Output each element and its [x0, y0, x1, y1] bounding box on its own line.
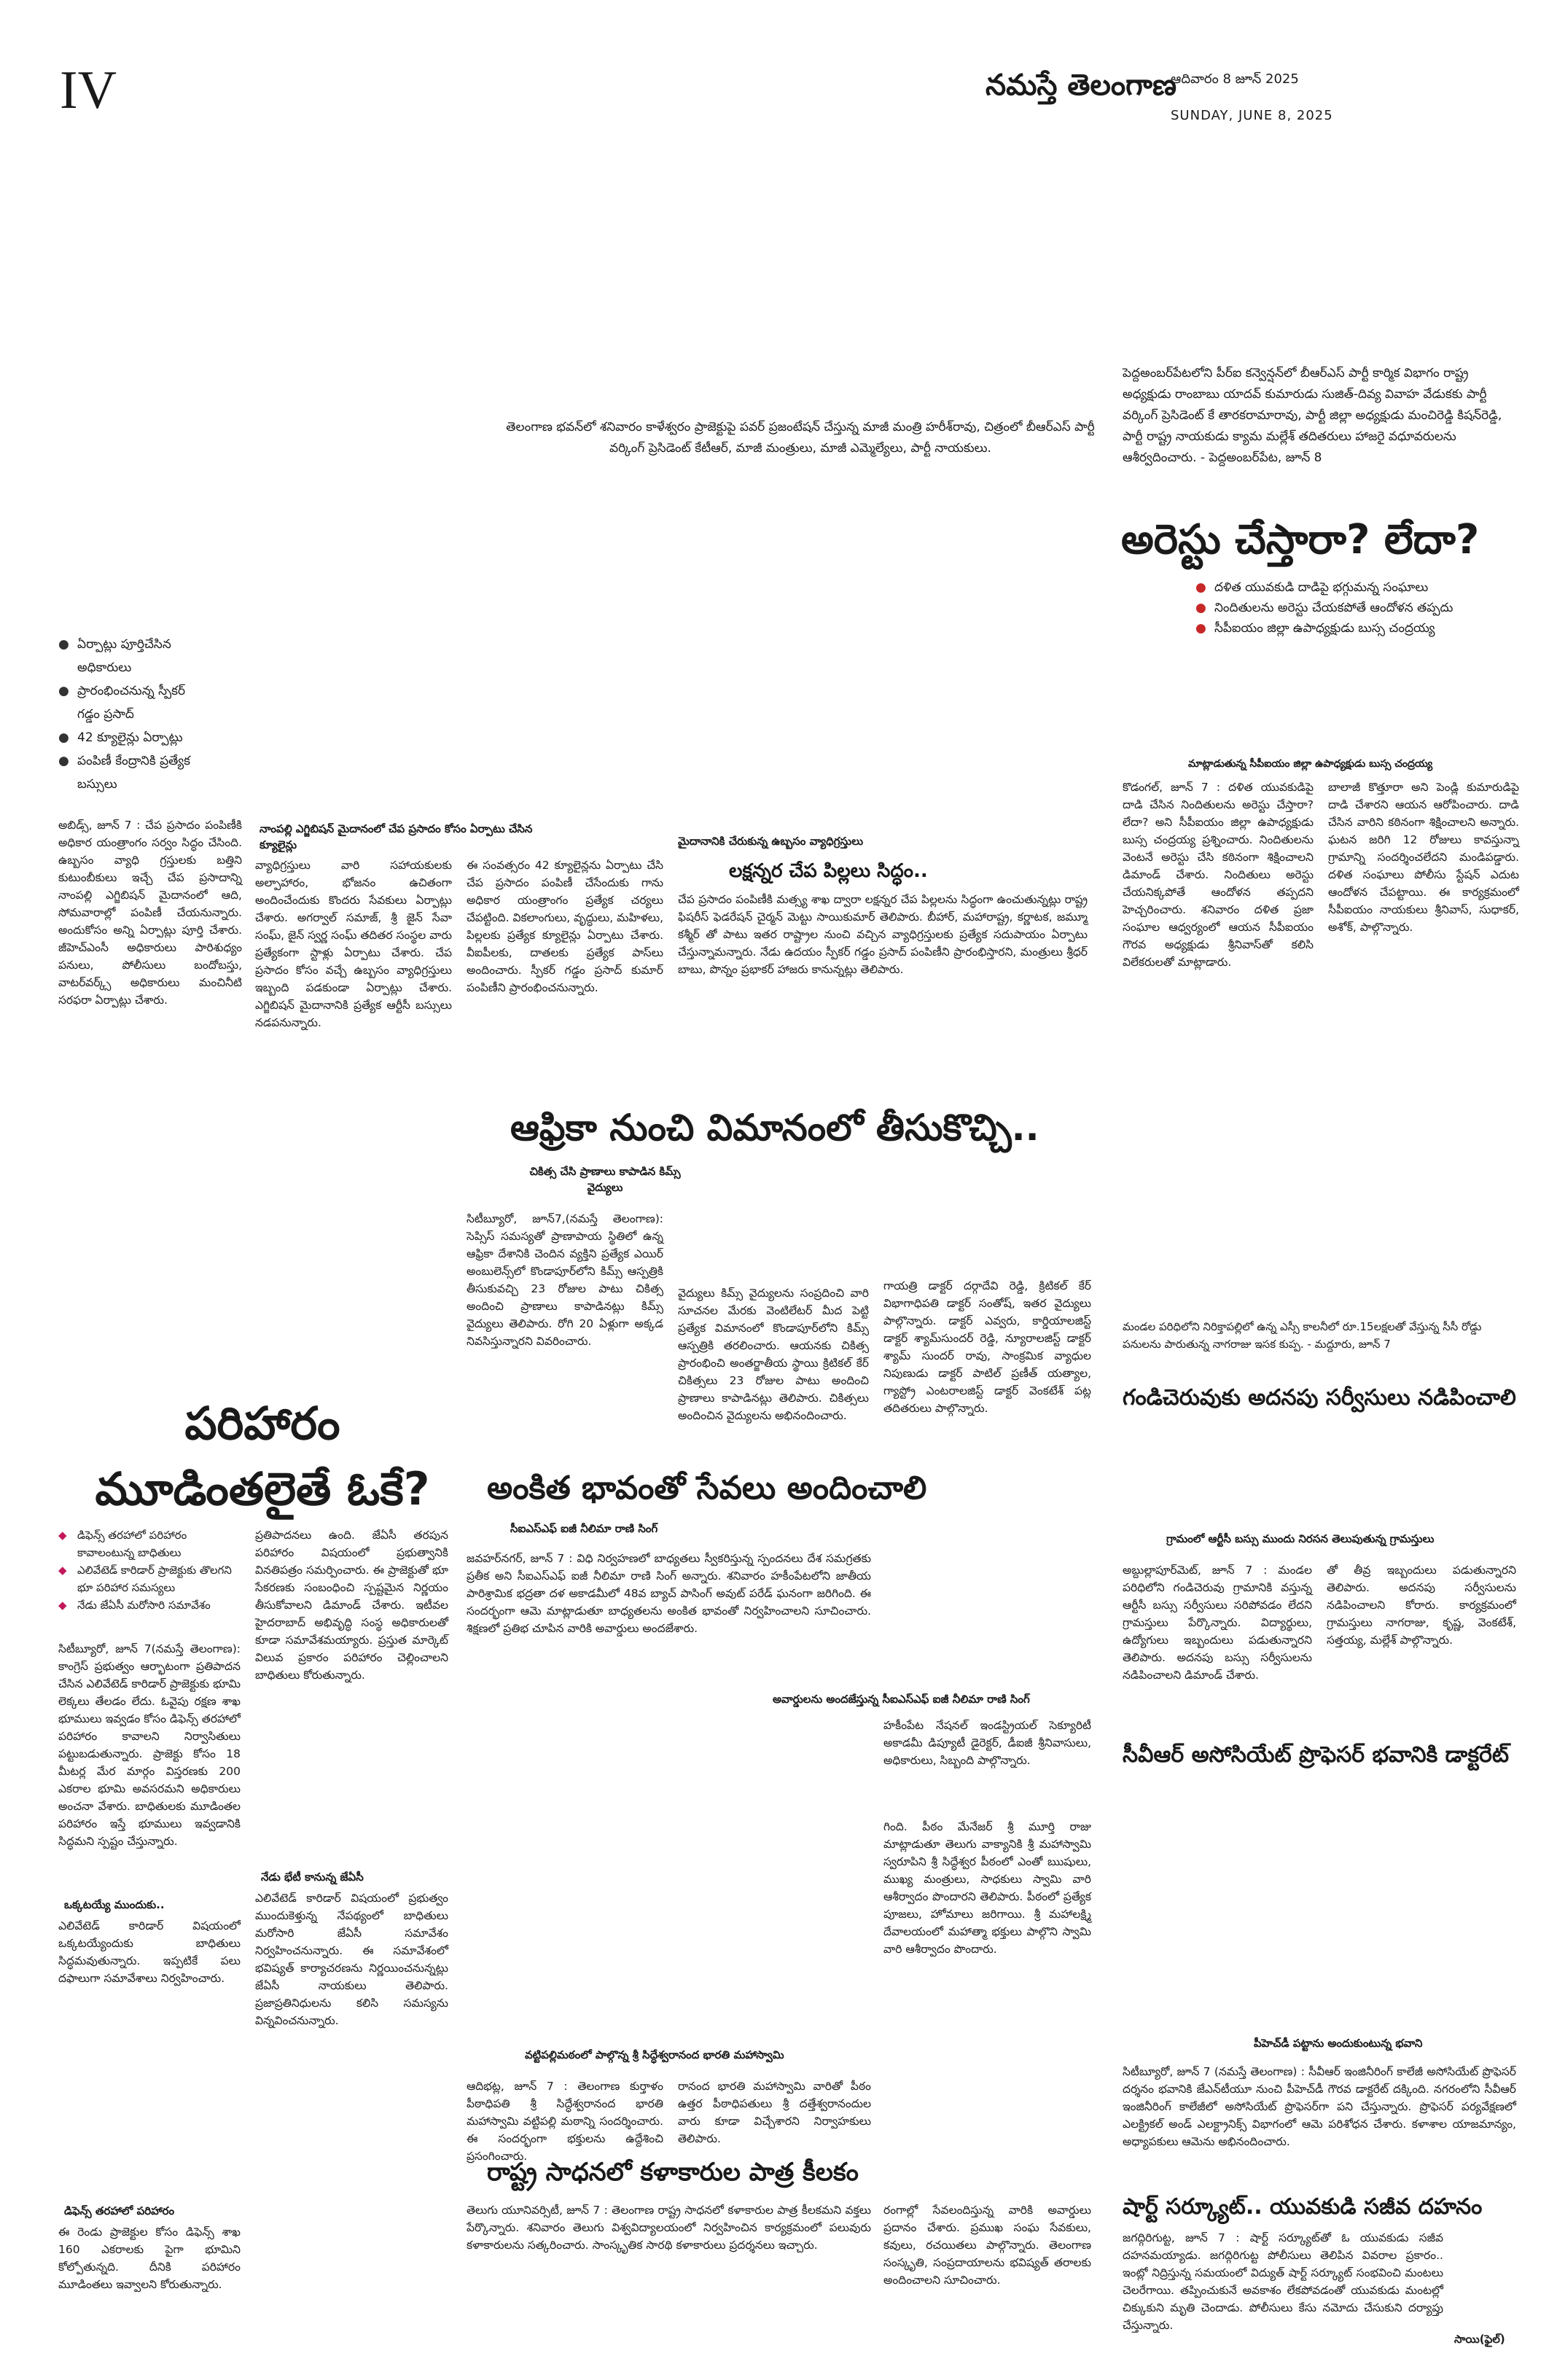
short-circuit-body: జగద్గిరిగుట్ట, జూన్ 7 : షార్ట్ సర్క్యూట్‌తో ఓ యువకుడు సజీవ దహనమయ్యాడు. జగద్గిరిగుట్ట పోలీసులు తెలిపిన వివరాల ప్రకారం.. ఇంట్లో నిద్రిస్తున్న సమయంలో విద్యుత్ షార్ట్ సర్క్యూట్ సంభవించి మంటలు చెలరేగాయి. తప్పించుకునే అవకాశం లేకపోవడంతో యువకుడు మంటల్లో చిక్కుకుని మృతి చెందాడు. పోలీసులు కేసు నమోదు చేసుకుని దర్యాప్తు చేస్తున్నారు. [1123, 2231, 1443, 2332]
fish-bullets [58, 633, 197, 796]
remedy-body-2: ఎలివేటెడ్ కారిడార్ విషయంలో ఒక్కటయ్యేందుకు బాధితులు సిద్ధమవుతున్నారు. ఇప్పటికే పలు దఫాలుగా సమావేశాలు నిర్వహించారు. [58, 1919, 241, 1985]
fish-kicker: నాంపల్లి ఎగ్జిబిషన్ మైదానంలో చేప ప్రసాదం కోసం ఏర్పాటు చేసిన క్యూలైన్లు [260, 822, 533, 851]
ankitha-headline: అంకిత భావంతో సేవలు అందించాలి [487, 1470, 927, 1507]
remedy-bullet: ◆ నేడు జేఏసీ మరోసారి సమావేశం [58, 1596, 241, 1614]
arrest-headline: అరెస్టు చేస్తారా? లేదా? [1121, 516, 1480, 563]
remedy-sub-1: ఒక్కటయ్యే ముందుకు.. [64, 1898, 165, 1911]
arrest-bullets [1195, 577, 1516, 639]
fish-bullet: ● 42 క్యూలైన్లు ఏర్పాట్లు [58, 726, 197, 749]
ankitha-body-2: హకీంపేట నేషనల్ ఇండస్ట్రియల్ సెక్యూరిటీ అకాడమీ డిప్యూటీ డైరెక్టర్, డీఐజీ శ్రీనివాసులు, అధికారులు, సిబ్బంది పాల్గొన్నారు. [883, 1719, 1091, 1767]
remedy-sub-2: డిఫెన్స్ తరహాలో పరిహారం [64, 2204, 175, 2217]
swamy-kicker: వట్టిపల్లిమఠంలో పాల్గొన్న శ్రీ సిద్ధేశ్వరానంద భారతి మహాస్వామి [525, 2048, 784, 2061]
gandi-body-left: అబ్దుల్లాపూర్‌మెట్, జూన్ 7 : మండల పరిధిలోని గండిచెరువు గ్రామానికి వస్తున్న ఆర్టీసీ బస్సు సర్వీసులు సరిపోవడం లేదని గ్రామస్తులు పేర్కొన్నారు. విద్యార్థులు, ఉద్యోగులు ఇబ్బందులు పడుతున్నారని తెలిపారు. అదనపు బస్సు సర్వీసులను నడిపించాలని డిమాండ్ చేశారు. [1123, 1564, 1312, 1682]
kaleshwaram-photo-caption: తెలంగాణ భవన్‌లో శనివారం కాళేశ్వరం ప్రాజెక్టుపై పవర్ ప్రజంటేషన్ చేస్తున్న మాజీ మంత్రి హరీశ్‌రావు, చిత్రంలో బీఆర్‌ఎస్ పార్టీ వర్కింగ్ ప్రెసిడెంట్ కేటీఆర్, మాజీ మంత్రులు, మాజీ ఎమ్మెల్యేలు, పార్టీ నాయకులు. [506, 420, 1095, 456]
africa-body-3: గాయత్రి డాక్టర్ దర్గాదేవి రెడ్డి, క్రిటికల్ కేర్ విభాగాధిపతి డాక్టర్ సంతోష్, ఇతర వైద్యులు పాల్గొన్నారు. డాక్టర్ ఎవ్వరు, కార్డియాలజిస్ట్ డాక్టర్ శ్యామ్‌సుందర్ రెడ్డి, న్యూరాలజిస్ట్ డాక్టర్ శ్యామ్ సుందర్ రావు, సాంక్రమిక వ్యాధుల నిపుణుడు డాక్టర్ పాటిల్ ప్రణీత్ యత్యాల, గ్యాస్ట్రో ఎంటరాలజిస్ట్ డాక్టర్ వెంకటేశ్ పట్ల తదితరులు పాల్గొన్నారు. [883, 1279, 1091, 1415]
arrest-body-right: బాలాజీ కొత్తూరా అని పెండ్లి కుమారుడిపై దాడి చేశారని ఆయన ఆరోపించారు. దాడి చేసిన వారిని కఠినంగా శిక్షించాలని అన్నారు. ఘటన జరిగి 12 రోజులు కావస్తున్నా గ్రామాన్ని సందర్శించలేదని మండిపడ్డారు. దళిత సంఘాలు పోలీసు స్టేషన్ ఎదుట ఆందోళన చేపట్టాయి. ఈ కార్యక్రమంలో సీపీఐయం నాయకులు శ్రీనివాస్, సుధాకర్, అశోక్, పాల్గొన్నారు. [1328, 781, 1519, 934]
swamy-body-1: ఆదిభట్ల, జూన్ 7 : తెలంగాణ కుర్తాళం పీఠాధిపతి శ్రీ సిద్ధేశ్వరానంద భారతి మహాస్వామి వట్టిపల్లి మఠాన్ని సందర్శించారు. ఈ సందర్భంగా భక్తులను ఉద్దేశించి ప్రసంగించారు. [467, 2080, 663, 2163]
remedy-body-1: సిటీబ్యూరో, జూన్ 7(నమస్తే తెలంగాణ): కాంగ్రెస్ ప్రభుత్వం ఆర్భాటంగా ప్రతిపాదన చేసిన ఎలివేటెడ్ కారిడార్ ప్రాజెక్టుకు భూమి లెక్కలు తేలడం లేదు. ఓవైపు రక్షణ శాఖ భూములు ఇవ్వడం కోసం డిఫెన్స్ తరహాలో పరిహారం కావాలని నిర్వాసితులు పట్టుబడుతున్నారు. ప్రాజెక్టు కోసం 18 మీటర్ల మేర మార్గం విస్తరణకు 200 ఎకరాల భూమి అవసరమని అధికారులు అంచనా వేశారు. బాధితులకు మూడింతల పరిహారం ఇస్తే భూములు ఇవ్వడానికి సిద్ధమని స్పష్టం చేస్తున్నారు. [58, 1642, 241, 1848]
ankitha-subhead: సీఐఎస్‌ఎఫ్ ఐజీ నీలిమా రాణి సింగ్ [510, 1522, 658, 1535]
doctorate-caption: పీహెచ్‌డీ పట్టాను అందుకుంటున్న భవాని [1254, 2037, 1423, 2050]
remedy-sub-3: నేడు భేటీ కానున్న జేఏసీ [261, 1870, 364, 1884]
fish-kicker-2: మైదానానికి చేరుకున్న ఉబ్బసం వ్యాధిగ్రస్తులు [678, 835, 864, 848]
swamy-body-2: రానంద భారతి మహాస్వామి వారితో పీఠం ఉత్తర పీఠాధిపతులు శ్రీ దత్తేశ్వరానందుల వారు కూడా విచ్చేశారని నిర్వాహకులు తెలిపారు. [678, 2080, 871, 2145]
fish-body-2: వ్యాధిగ్రస్తులు వారి సహాయకులకు అల్పాహారం, భోజనం ఉచితంగా అందించేందుకు కొందరు సేవకులు ఏర్పాట్లు చేశారు. అగర్వాల్ సమాజ్, శ్రీ జైన్ సేవా సంఘ్, జైన్ స్వర్ణ సంఘ్ తదితర సంస్థల వారు ప్రత్యేకంగా స్టాళ్లు ఏర్పాటు చేశారు. చేప ప్రసాదం కోసం వచ్చే ఉబ్బసం వ్యాధిగ్రస్తులు ఇబ్బంది పడకుండా ఏర్పాట్లు చేశారు. ఎగ్జిబిషన్ మైదానానికి ప్రత్యేక ఆర్టీసీ బస్సులు నడపనున్నారు. [255, 859, 452, 1029]
remedy-body-3: ఈ రెండు ప్రాజెక్టుల కోసం డిఫెన్స్ శాఖ 160 ఎకరాలకు పైగా భూమిని కోల్పోతున్నది. దీనికి పరిహారం మూడింతలు ఇవ్వాలని కోరుతున్నారు. [58, 2225, 241, 2291]
short-circuit-headline: షార్ట్ సర్క్యూట్.. యువకుడి సజీవ దహనం [1123, 2194, 1483, 2220]
remedy-body-5: ఎలివేటెడ్ కారిడార్ విషయంలో ప్రభుత్వం ముందుకెళ్తున్న నేపథ్యంలో బాధితులు మరోసారి జేఏసీ సమావేశం నిర్వహించనున్నారు. ఈ సమావేశంలో భవిష్యత్ కార్యాచరణను నిర్ణయించనున్నట్లు జేఏసీ నాయకులు తెలిపారు. ప్రజాప్రతినిధులను కలిసి సమస్యను విన్నవించనున్నారు. [255, 1892, 448, 2027]
arrest-photo-caption: పెద్దఅంబర్‌పేటలోని పీర్ఐ కన్వెన్షన్‌లో బీఆర్‌ఎస్ పార్టీ కార్మిక విభాగం రాష్ట్ర అధ్యక్షుడు రాంబాబు యాదవ్ కుమారుడు సుజిత్-దివ్య వివాహ వేడుకకు పార్టీ వర్కింగ్ ప్రెసిడెంట్ కే తారకరామారావు, పార్టీ జిల్లా అధ్యక్షుడు మంచిరెడ్డి కిషన్‌రెడ్డి, పార్టీ రాష్ట్ర నాయకుడు క్యామ మల్లేశ్ తదితరులు హాజరై వధూవరులను ఆశీర్వదించారు. - పెద్దఅంబర్‌పేట, జూన్ 8 [1123, 366, 1502, 465]
remedy-body-4: ప్రతిపాదనలు ఉంది. జేఏసీ తరపున పరిహారం విషయంలో ప్రభుత్వానికి వినతిపత్రం సమర్పించారు. ఈ ప్రాజెక్టుతో భూ సేకరణకు సంబంధించి స్పష్టమైన నిర్ణయం తీసుకోవాలని డిమాండ్ చేశారు. ఇటీవల హైదరాబాద్ అభివృద్ధి సంస్థ అధికారులతో కూడా సమావేశమయ్యారు. ప్రస్తుత మార్కెట్ విలువ ప్రకారం పరిహారం చెల్లించాలని బాధితులు కోరుతున్నారు. [255, 1529, 448, 1682]
date-telugu: ఆదివారం 8 జూన్ 2025 [1171, 71, 1299, 87]
artists-body-1: తెలుగు యూనివర్సిటీ, జూన్ 7 : తెలంగాణ రాష్ట్ర సాధనలో కళాకారుల పాత్ర కీలకమని వక్తలు పేర్కొన్నారు. శనివారం తెలుగు విశ్వవిద్యాలయంలో నిర్వహించిన కార్యక్రమంలో పలువురు కళాకారులను సత్కరించారు. సాంస్కృతిక సారథి కళాకారులు ప్రదర్శనలు ఇచ్చారు. [467, 2204, 871, 2252]
ankitha-caption: అవార్డులను అందజేస్తున్న సీఐఎస్‌ఎఫ్ ఐజీ నీలిమా రాణి సింగ్ [773, 1693, 1030, 1706]
swamy-body-top: గింది. పీఠం మేనేజర్ శ్రీ మూర్తి రాజు మాట్లాడుతూ తెలుగు వాక్యానికి శ్రీ మహాస్వామి స్వరూపిని శ్రీ సిద్ధేశ్వర పీఠంలో ఎంతో ఋషులు, ముఖ్య మంత్రులు, సాధకులు స్వామి వారి ఆశీర్వాదం పొందారని తెలిపారు. పీఠంలో ప్రత్యేక పూజలు, హోమాలు జరిగాయి. శ్రీ మహాలక్ష్మి దేవాలయంలో మహాత్మా భక్తులు పాల్గొని స్వామి వారి ఆశీర్వాదం పొందారు. [883, 1820, 1091, 1956]
arrest-bullet: ● నిందితులను అరెస్టు చేయకపోతే ఆందోళన తప్పదు [1195, 598, 1516, 618]
artists-headline: రాష్ట్ర సాధనలో కళాకారుల పాత్ర కీలకం [487, 2158, 859, 2187]
gandi-headline: గండిచెరువుకు అదనపు సర్వీసులు నడిపించాలి [1123, 1385, 1516, 1411]
remedy-bullet: ◆ ఎలివేటెడ్ కారిడార్ ప్రాజెక్టుకు తొలగని భూ పరిహార సమస్యలు [58, 1561, 241, 1596]
gandi-kicker: గ్రామంలో ఆర్టీసీ బస్సు ముందు నిరసన తెలుపుతున్న గ్రామస్తులు [1166, 1532, 1435, 1545]
arrest-body-left: కొడంగల్, జూన్ 7 : దళిత యువకుడిపై దాడి చేసిన నిందితులను అరెస్టు చేస్తారా? లేదా? అని సీపీఐయం జిల్లా ఉపాధ్యక్షుడు బుస్స చంద్రయ్య ప్రశ్నించారు. నిందితులను వెంటనే అరెస్టు చేసి కఠినంగా శిక్షించాలని డిమాండ్ చేశారు. నిందితులు అరెస్టు చేయనిక్కపోతే ఆందోళన తప్పదని హెచ్చరించారు. శనివారం దళిత ప్రజా సంఘాల ఆధ్వర్యంలో ఆయన సీపీఐయం గౌరవ అధ్యక్షుడు శ్రీనివాస్‌తో కలిసి విలేకరులతో మాట్లాడారు. [1123, 781, 1314, 969]
africa-body-2: వైద్యులు కిమ్స్ వైద్యులను సంప్రదించి వారి సూచనల మేరకు వెంటిలేటర్ మీద పెట్టి ప్రత్యేక విమానంలో కొండాపూర్‌లోని కిమ్స్ ఆస్పత్రికి తరలించారు. ఆయనకు చికిత్స ప్రారంభించి అంతర్జాతీయ స్థాయి క్రిటికల్ కేర్ చికిత్సలు 23 రోజుల పాటు అందించి ప్రాణాలు కాపాడినట్లు తెలిపారు. చికిత్సలు అందించిన వైద్యులను అభినందించారు. [678, 1287, 869, 1422]
africa-body-1: సిటీబ్యూరో, జూన్7,(నమస్తే తెలంగాణ): సెప్సిస్ సమస్యతో ప్రాణాపాయ స్థితిలో ఉన్న ఆఫ్రికా దేశానికి చెందిన వ్యక్తిని ప్రత్యేక ఎయిర్ అంబులెన్స్‌లో కొండాపూర్‌లోని కిమ్స్ ఆస్పత్రికి తీసుకువచ్చి 23 రోజుల పాటు చికిత్స అందించి ప్రాణాలు కాపాడినట్లు కిమ్స్ వైద్యులు తెలిపారు. రోగి 20 ఏళ్లుగా అక్కడ నివసిస్తున్నారని వివరించారు. [467, 1212, 663, 1348]
africa-headline: ఆఫ్రికా నుంచి విమానంలో తీసుకొచ్చి.. [510, 1107, 1039, 1149]
remedy-bullets [58, 1526, 241, 1614]
fish-body-3: ఈ సంవత్సరం 42 క్యూలైన్లను ఏర్పాటు చేసి చేప ప్రసాదం పంపిణీ చేసేందుకు గాను అధికార యంత్రాంగం ప్రత్యేక చర్యలు చేపట్టింది. వికలాంగులు, వృద్ధులు, మహిళలు, పిల్లలకు ప్రత్యేక క్యూలైన్లు ఏర్పాటు చేశారు. వీఐపీలకు, దాతలకు ప్రత్యేక పాస్‌లు అందించారు. స్పీకర్ గడ్డం ప్రసాద్ కుమార్ పంపిణీని ప్రారంభించనున్నారు. [467, 859, 663, 994]
africa-subhead: చికిత్స చేసి ప్రాణాలు కాపాడిన కిమ్స్ వైద్యులు [529, 1165, 681, 1194]
artists-body-2: రంగాల్లో సేవలందిస్తున్న వారికి అవార్డులు ప్రదానం చేశారు. ప్రముఖ సంఘ సేవకులు, కవులు, రచయితలు పాల్గొన్నారు. తెలంగాణ సంస్కృతి, సంప్రదాయాలను భవిష్యత్ తరాలకు అందించాలని సూచించారు. [883, 2204, 1091, 2287]
masthead: నమస్తే తెలంగాణ [986, 69, 1177, 102]
fish-body-4: చేప ప్రసాదం పంపిణీకి మత్స్య శాఖ ద్వారా లక్షన్నర చేప పిల్లలను సిద్ధంగా ఉంచుతున్నట్లు రాష్ట్ర ఫిషరీస్ ఫెడరేషన్ చైర్మన్ మెట్టు సాయికుమార్ తెలిపారు. బీహార్, మహారాష్ట్ర, కర్ణాటక, జమ్మూ కశ్మీర్ తో పాటు ఇతర రాష్ట్రాల నుంచి వచ్చిన వ్యాధిగ్రస్తులకు ప్రత్యేక సదుపాయం ఏర్పాటు చేస్తున్నామన్నారు. నేడు ఉదయం స్పీకర్ గడ్డం ప్రసాద్ పంపిణీని ప్రారంభిస్తారని, మంత్రులు శ్రీధర్ బాబు, పొన్నం ప్రభాకర్ హాజరు కానున్నట్లు తెలిపారు. [678, 893, 1088, 976]
date-english: SUNDAY, JUNE 8, 2025 [1171, 108, 1333, 123]
remedy-headline: పరిహారం మూడింతలైతే ఓకే? [95, 1397, 430, 1515]
arrest-bullet: ● దళిత యువకుడి దాడిపై భగ్గుమన్న సంఘాలు [1195, 577, 1516, 598]
fish-headline-2: లక్షన్నర చేప పిల్లలు సిద్ధం.. [729, 860, 928, 882]
gandi-body-right: తో తీవ్ర ఇబ్బందులు పడుతున్నారని తెలిపారు. అదనపు సర్వీసులను నడిపించాలని కోరారు. కార్యక్రమంలో గ్రామస్తులు నాగరాజు, కృష్ణ, వెంకటేశ్, సత్తయ్య, మల్లేశ్ పాల్గొన్నారు. [1327, 1564, 1516, 1647]
fish-bullet: ● ఏర్పాట్లు పూర్తిచేసిన అధికారులు [58, 633, 197, 679]
gandi-photo-caption: మండల పరిధిలోని నిరిక్తాపల్లిలో ఉన్న ఎస్సీ కాలనీలో రూ.15లక్షలతో వేస్తున్న సీసీ రోడ్డు పనులను పారుతున్న నాగరాజు ఇసక కుప్ప. - మద్దూరు, జూన్ 7 [1123, 1320, 1482, 1351]
fish-bullet: ● పంపిణీ కేంద్రానికి ప్రత్యేక బస్సులు [58, 749, 197, 796]
remedy-bullet: ◆ డిఫెన్స్ తరహాలో పరిహారం కావాలంటున్న బాధితులు [58, 1526, 241, 1561]
doctorate-headline: సీవీఆర్ అసోసియేట్ ప్రొఫెసర్ భవానికి డాక్టరేట్ [1123, 1742, 1510, 1768]
arrest-bullet: ● సీపీఐయం జిల్లా ఉపాధ్యక్షుడు బుస్స చంద్రయ్య [1195, 618, 1516, 639]
fish-bullet: ● ప్రారంభించనున్న స్పీకర్ గడ్డం ప్రసాద్ [58, 679, 197, 726]
arrest-photo-label: మాట్లాడుతున్న సీపీఐయం జిల్లా ఉపాధ్యక్షుడు బుస్స చంద్రయ్య [1188, 758, 1433, 770]
ankitha-body-1: జవహర్‌నగర్, జూన్ 7 : విధి నిర్వహణలో బాధ్యతలు స్వీకరిస్తున్న స్పందనలు దేశ సమగ్రతకు ప్రతీక అని సీఐఎస్‌ఎఫ్ ఐజీ నీలిమా రాణి సింగ్ అన్నారు. శనివారం హకీంపేటలోని జాతీయ పారిశ్రామిక భద్రతా దళ అకాడమీలో 48వ బ్యాచ్ పాసింగ్ అవుట్ పరేడ్ ఘనంగా జరిగింది. ఈ సందర్భంగా ఆమె మాట్లాడుతూ బాధ్యతలను అంకిత భావంతో నిర్వహించాలని సూచించారు. శిక్షణలో ప్రతిభ చూపిన వారికి అవార్డులు అందజేశారు. [467, 1552, 871, 1635]
short-circuit-credit: సాయి(ఫైల్) [1454, 2333, 1505, 2346]
doctorate-body: సిటీబ్యూరో, జూన్ 7 (నమస్తే తెలంగాణ) : సీవీఆర్ ఇంజినీరింగ్ కాలేజీ అసోసియేట్ ప్రొఫెసర్ దర్శనం భవానికి జేఎన్‌టీయూ నుంచి పీహెచ్‌డీ గౌరవ డాక్టరేట్ దక్కింది. నగరంలోని సీవీఆర్ ఇంజినీరింగ్ కాలేజీలో అసోసియేట్ ప్రొఫెసర్‌గా పని చేస్తున్నారు. ప్రొఫెసర్ పర్యవేక్షణలో ఎలక్ట్రికల్ అండ్ ఎలక్ట్రానిక్స్ విభాగంలో ఆమె పరిశోధన చేశారు. కళాశాల యాజమాన్యం, అధ్యాపకులు ఆమెను అభినందించారు. [1123, 2065, 1516, 2148]
fish-body-1: అబిడ్స్, జూన్ 7 : చేప ప్రసాదం పంపిణీకి అధికార యంత్రాంగం సర్వం సిద్ధం చేసింది. ఉబ్బసం వ్యాధి గ్రస్తులకు బత్తిని కుటుంబీకులు ఇచ్చే చేప ప్రసాదాన్ని నాంపల్లి ఎగ్జిబిషన్ మైదానంలో ఆది, సోమవారాల్లో పంపిణీ చేయనున్నారు. అందుకోసం అన్ని ఏర్పాట్లు పూర్తి చేశారు. జీహెచ్‌ఎంసీ అధికారులు పారిశుధ్యం పనులు, పోలీసులు బందోబస్తు, వాటర్‌వర్క్స్ అధికారులు మంచినీటి సరఫరా ఏర్పాట్లు చేశారు. [58, 819, 242, 1007]
page-number: IV [60, 61, 117, 120]
